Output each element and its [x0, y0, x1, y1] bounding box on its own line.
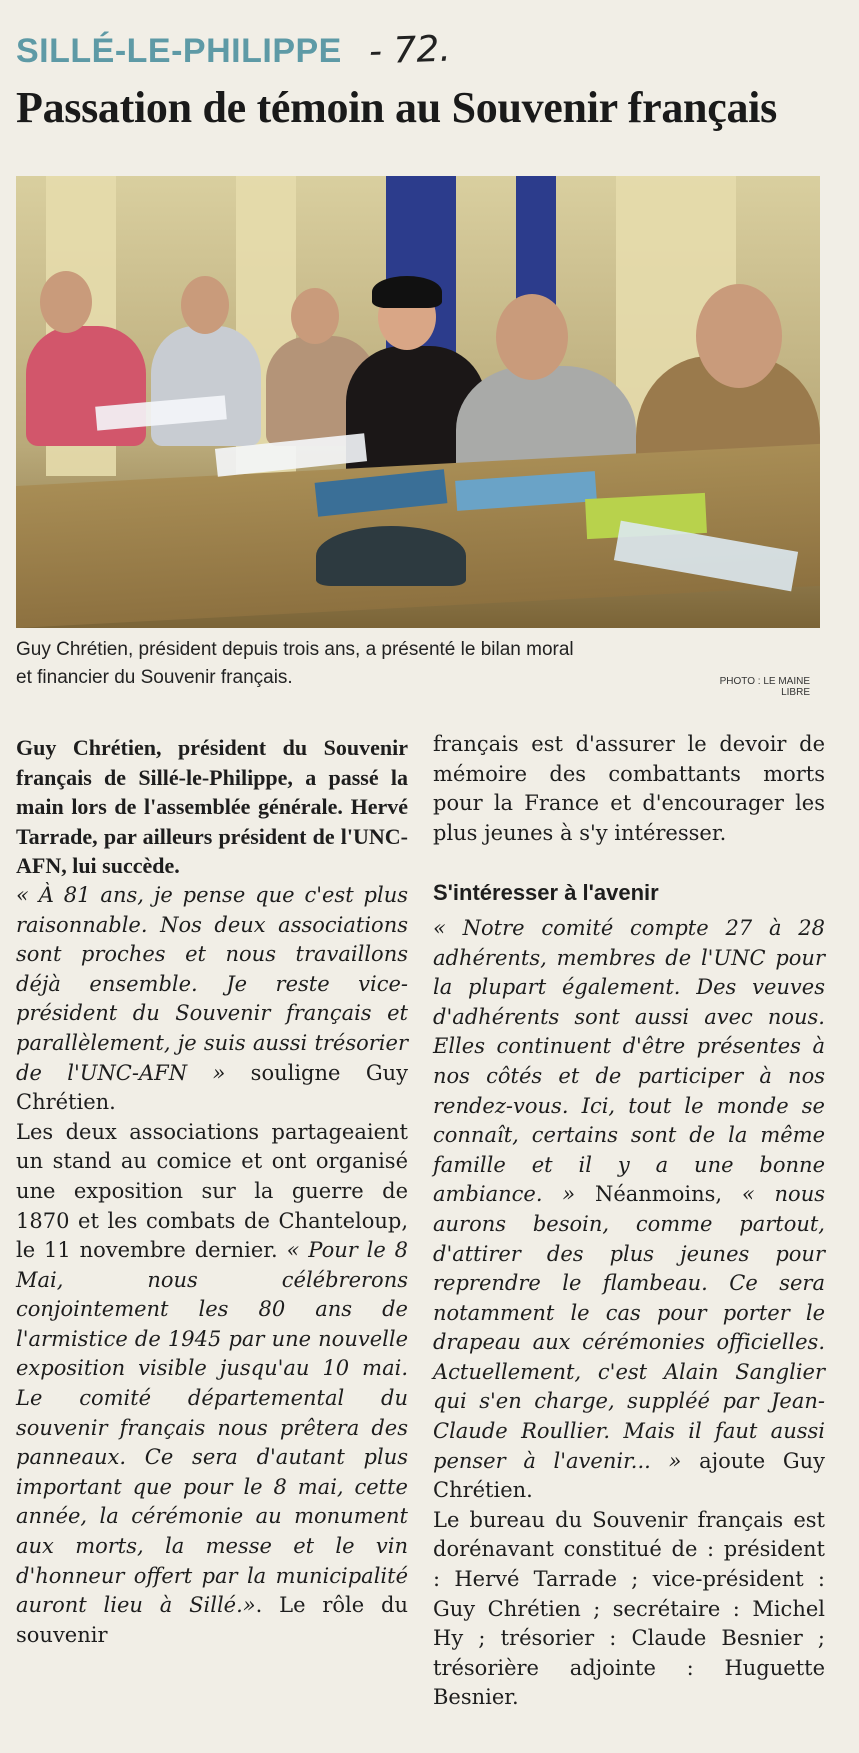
quote: « Notre comité compte 27 à 28 adhérents, membres de l'UNC pour la plupart également. Des veuves d'adhérents sont aussi avec nous. Elles continuent d'être présentes à nos côtés et de participer à nos rendez-vous. Ici, tout le monde se connaît, certains sont de la même famille et il y a une bonne ambiance. » [433, 915, 825, 1207]
caption-line: Guy Chrétien, président depuis trois ans, a présenté le bilan moral [16, 639, 574, 660]
photo-credit: PHOTO : LE MAINE LIBRE [719, 676, 810, 698]
caption-line: et financier du Souvenir français. [16, 667, 293, 688]
article-header [16, 30, 816, 71]
hat-shape [316, 526, 466, 586]
article-photo [16, 176, 820, 628]
paragraph [433, 914, 825, 1506]
text-run: . Le rôle du souvenir [16, 1593, 409, 1647]
quote: « À 81 ans, je pense que c'est plus raisonnable. Nos deux associations sont proches et nous travaillons déjà ensemble. Je reste vice-président du Souvenir français et parallèlement, je suis aussi trésorier de l'UNC-AFN » [16, 882, 408, 1085]
quote: « Pour le 8 Mai, nous célébrerons conjointement les 80 ans de l'armistice de 1945 par une nouvelle exposition visible jusqu'au 10 mai. Le comité départemental du souvenir français nous prêtera des panneaux. Ce sera d'autant plus important que pour le 8 mai, cette année, la cérémonie au monument aux morts, la messe et le vin d'honneur offert par la municipalité auront lieu à Sillé.» [16, 1238, 408, 1618]
quote: « nous aurons besoin, comme partout, d'attirer des plus jeunes pour reprendre le flambeau. Ce sera notamment le cas pour porter le drapeau aux cérémonies officielles. Actuellement, c'est Alain Sanglier qui s'en charge, suppléé par Jean-Claude Roullier. Mais il faut aussi penser à l'avenir... » [433, 1182, 825, 1473]
paragraph: Le bureau du Souvenir français est dorénavant constitué de : président : Hervé Tarrade ; vice-président : Guy Chrétien ; secrétaire : Michel Hy ; trésorier : Claude Besnier ; trésorière adjointe : Huguette Besnier. [433, 1507, 825, 1710]
headline: Passation de témoin au Souvenir français [16, 83, 777, 132]
text-run: Les deux associations partageaient un stand au comice et ont organisé une exposition sur la guerre de 1870 et les combats de Chanteloup, le 11 novembre dernier. [16, 1119, 408, 1263]
text-run: ajoute Guy Chrétien. [433, 1448, 825, 1503]
paragraph [16, 881, 408, 1118]
handwritten-annotation: - 72. [368, 28, 452, 73]
paragraph [16, 1118, 408, 1651]
article-lead: Guy Chrétien, président du Souvenir français de Sillé-le-Philippe, a passé la main lors de l'assemblée générale. Hervé Tarrade, par ailleurs président de l'UNC-AFN, lui succède. [16, 735, 408, 879]
paragraph: français est d'assurer le devoir de mémoire des combattants morts pour la France et d'encourager les plus jeunes à s'y intéresser. [433, 732, 825, 845]
text-run: souligne Guy Chrétien. [16, 1060, 408, 1115]
article-column-left [16, 733, 408, 1650]
locality-kicker: SILLÉ-LE-PHILIPPE [16, 32, 342, 70]
text-run: Néanmoins, [575, 1182, 742, 1207]
article-column-right [433, 730, 825, 1713]
section-subhead: S'intéresser à l'avenir [433, 880, 659, 906]
